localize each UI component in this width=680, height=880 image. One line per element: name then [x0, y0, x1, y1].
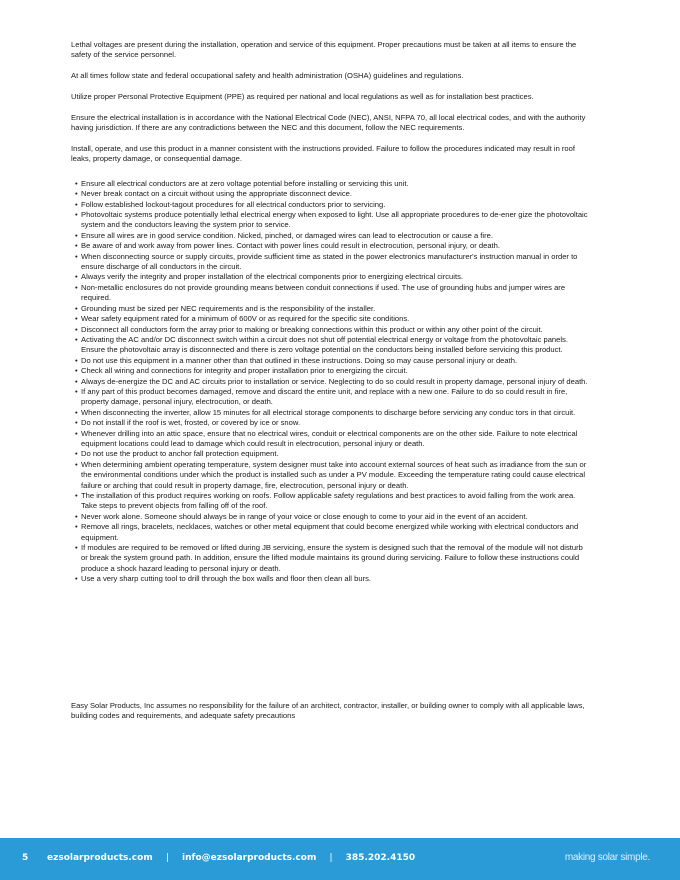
brand-tagline: making solar simple.: [564, 852, 650, 863]
list-item: • The installation of this product requires working on roofs. Follow applicable safety regulations and best practices to avoid falling from the work area. Take steps to prevent objects from falling off of the roof.: [81, 491, 591, 512]
list-item: • Do not use the product to anchor fall protection equipment.: [81, 449, 591, 459]
list-item: • If any part of this product becomes damaged, remove and discard the entire unit, and replace with a new one. Failure to do so could result in fire, property damage, personal injury, electrocution, or death.: [81, 387, 591, 408]
footer-separator: |: [165, 853, 169, 863]
intro-paragraph: Ensure the electrical installation is in accordance with the National Electrical Code (NEC), ANSI, NFPA 70, all local electrical codes, and with the authority having jurisdiction. If there are any contradictions between the NEC and this document, follow the NEC requirements.: [71, 112, 586, 133]
intro-paragraph: Lethal voltages are present during the installation, operation and service of this equipment. Proper precautions must be taken at all items to ensure the safety of the service personnel.: [71, 40, 577, 60]
list-item: • Do not use this equipment in a manner other than that outlined in these instructions. Doing so may cause personal injury or death.: [81, 356, 591, 366]
list-item: • Be aware of and work away from power lines. Contact with power lines could result in electrocution, personal injury, or death.: [81, 241, 591, 251]
intro-paragraph: Utilize proper Personal Protective Equipment (PPE) as required per national and local regulations as well as for installation best practices.: [71, 92, 534, 101]
list-item: • When disconnecting the inverter, allow 15 minutes for all electrical storage components to discharge before servicing any conduc tors in that circuit.: [81, 408, 591, 418]
list-item: • If modules are required to be removed or lifted during JB servicing, ensure the system is designed such that the removal of the module will not disturb or break the system ground path. In addition, ensure the lifted module maintains its ground during servicing. Failure to follow these instructions could produce a shock hazard leading to personal injury or death.: [81, 543, 591, 574]
footer-contact-line: [47, 853, 415, 863]
list-item: • Disconnect all conductors form the array prior to making or breaking connections within this product or within any other point of the circuit.: [81, 325, 591, 335]
safety-content: [71, 40, 591, 585]
disclaimer-paragraph: Easy Solar Products, Inc assumes no responsibility for the failure of an architect, contractor, installer, or building owner to comply with all applicable laws, building codes and requirements, and adequate safety precautions: [71, 701, 585, 721]
list-item: • Activating the AC and/or DC disconnect switch within a circuit does not shut off potential electrical energy or voltage from the photovoltaic panels. Ensure the photovoltaic array is disconnected and there is zero voltage potential on the conductors being installed before servicing this product.: [81, 335, 591, 356]
intro-paragraph: At all times follow state and federal occupational safety and health administration (OSHA) guidelines and regulations.: [71, 71, 464, 81]
list-item: • Photovoltaic systems produce potentially lethal electrical energy when exposed to light. Use all appropriate procedures to de-ener gize the photovoltaic system and the conductors leaving the system prior to service.: [81, 210, 591, 231]
list-item: • Never break contact on a circuit without using the appropriate disconnect device.: [81, 189, 591, 199]
list-item: • Use a very sharp cutting tool to drill through the box walls and floor then clean all burs.: [81, 574, 591, 584]
list-item: • Wear safety equipment rated for a minimum of 600V or as required for the specific site conditions.: [81, 314, 591, 324]
list-item: • Non-metallic enclosures do not provide grounding means between conduit connections if used. The use of grounding hubs and jumper wires are required.: [81, 283, 591, 304]
page-number: 5: [22, 853, 29, 863]
intro-paragraph: Install, operate, and use this product in a manner consistent with the instructions provided. Failure to follow the procedures indicated may result in roof leaks, property damage, or consequential damage.: [71, 144, 575, 164]
list-item: • Ensure all wires are in good service condition. Nicked, pinched, or damaged wires can lead to electrocution or cause a fire.: [81, 231, 591, 241]
phone-number: 385.202.4150: [345, 853, 416, 863]
list-item: • Remove all rings, bracelets, necklaces, watches or other metal equipment that could become energized while working with electrical conductors and equipment.: [81, 522, 591, 543]
list-item: • Do not install if the roof is wet, frosted, or covered by ice or snow.: [81, 418, 591, 428]
website-link[interactable]: ezsolarproducts.com: [47, 853, 153, 863]
list-item: • When disconnecting source or supply circuits, provide sufficient time as stated in the power electronics manufacturer's instruction manual in order to ensure discharge of all conductors in the circuit.: [81, 252, 591, 273]
footer-separator: |: [329, 853, 333, 863]
list-item: • Whenever drilling into an attic space, ensure that no electrical wires, conduit or electrical components are on the other side. Failure to note electrical equipment locations could lead to damage which could result in electrocution, personal injury or death.: [81, 429, 591, 450]
list-item: • Never work alone. Someone should always be in range of your voice or close enough to come to your aid in the event of an accident.: [81, 512, 591, 522]
list-item: • Check all wiring and connections for integrity and proper installation prior to energizing the circuit.: [81, 366, 591, 376]
list-item: • Grounding must be sized per NEC requirements and is the responsibility of the installer.: [81, 304, 591, 314]
safety-bullet-list: [71, 179, 591, 585]
list-item: • When determining ambient operating temperature, system designer must take into account external sources of heat such as irradiance from the sun or the environmental conditions under which the product is installed such as under a PV module. Exceeding the temperature rating could cause electrical failure or arching that could result in property damage, fire, electrocution, personal injury or death.: [81, 460, 591, 491]
email-link[interactable]: info@ezsolarproducts.com: [182, 853, 317, 863]
list-item: • Always de-energize the DC and AC circuits prior to installation or service. Neglecting to do so could result in property damage, personal injury of death.: [81, 377, 591, 387]
list-item: • Follow established lockout-tagout procedures for all electrical conductors prior to servicing.: [81, 200, 591, 210]
page-footer: [0, 838, 680, 880]
list-item: • Always verify the integrity and proper installation of the electrical components prior to energizing electrical circuits.: [81, 272, 591, 282]
list-item: • Ensure all electrical conductors are at zero voltage potential before installing or servicing this unit.: [81, 179, 591, 189]
